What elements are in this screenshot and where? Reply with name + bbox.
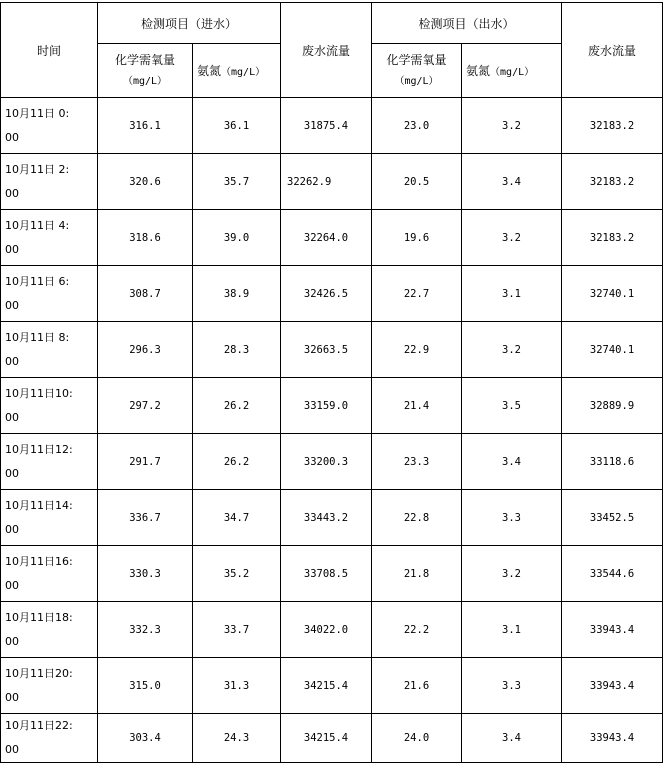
time-minute: 00 — [5, 130, 19, 144]
time-date: 10月11日10: — [5, 386, 73, 400]
cod-in-cell: 303.4 — [98, 714, 193, 763]
table-row — [1, 602, 663, 658]
flow-in-cell: 32264.0 — [281, 210, 372, 266]
time-cell — [1, 154, 98, 210]
cod-in-cell: 336.7 — [98, 490, 193, 546]
cod-in-cell: 296.3 — [98, 322, 193, 378]
cod-in-cell: 315.0 — [98, 658, 193, 714]
time-minute: 00 — [5, 522, 19, 536]
ammonia-in-cell: 34.7 — [193, 490, 281, 546]
outflow-ammonia-unit: （mg/L） — [490, 67, 535, 78]
flow-out-cell: 32740.1 — [562, 322, 663, 378]
time-minute: 00 — [5, 690, 19, 704]
table-row — [1, 434, 663, 490]
cod-out-cell: 21.6 — [372, 658, 462, 714]
time-date: 10月11日16: — [5, 554, 73, 568]
time-cell — [1, 210, 98, 266]
inflow-flow-header: 废水流量 — [281, 3, 372, 98]
table-row — [1, 546, 663, 602]
time-cell — [1, 546, 98, 602]
time-cell — [1, 658, 98, 714]
outflow-cod-header — [372, 44, 462, 98]
cod-out-cell: 22.9 — [372, 322, 462, 378]
time-cell — [1, 434, 98, 490]
flow-out-cell: 33943.4 — [562, 714, 663, 763]
time-cell — [1, 714, 98, 763]
ammonia-in-cell: 39.0 — [193, 210, 281, 266]
ammonia-out-cell: 3.4 — [462, 434, 562, 490]
flow-out-cell: 32183.2 — [562, 154, 663, 210]
flow-out-cell: 33943.4 — [562, 602, 663, 658]
flow-out-cell: 33943.4 — [562, 658, 663, 714]
time-cell — [1, 98, 98, 154]
flow-out-cell: 32889.9 — [562, 378, 663, 434]
cod-out-cell: 24.0 — [372, 714, 462, 763]
time-date: 10月11日 8: — [5, 330, 70, 344]
cod-out-cell: 23.3 — [372, 434, 462, 490]
time-date: 10月11日20: — [5, 666, 73, 680]
ammonia-in-cell: 31.3 — [193, 658, 281, 714]
table-row — [1, 210, 663, 266]
flow-in-cell: 32426.5 — [281, 266, 372, 322]
time-date: 10月11日22: — [5, 719, 73, 732]
flow-out-cell: 32183.2 — [562, 98, 663, 154]
inflow-cod-unit: （mg/L） — [122, 75, 168, 87]
outflow-ammonia-header — [462, 44, 562, 98]
flow-out-cell: 33544.6 — [562, 546, 663, 602]
time-cell — [1, 602, 98, 658]
inflow-ammonia-header — [193, 44, 281, 98]
inflow-cod-header — [98, 44, 193, 98]
outflow-cod-label: 化学需氧量 — [386, 52, 447, 67]
flow-in-cell: 34022.0 — [281, 602, 372, 658]
flow-in-cell: 33159.0 — [281, 378, 372, 434]
flow-in-cell: 31875.4 — [281, 98, 372, 154]
cod-in-cell: 332.3 — [98, 602, 193, 658]
time-minute: 00 — [5, 578, 19, 592]
cod-out-cell: 22.7 — [372, 266, 462, 322]
time-minute: 00 — [5, 186, 19, 200]
ammonia-in-cell: 26.2 — [193, 378, 281, 434]
time-date: 10月11日18: — [5, 610, 73, 624]
time-minute: 00 — [5, 242, 19, 256]
time-date: 10月11日12: — [5, 442, 73, 456]
ammonia-out-cell: 3.2 — [462, 322, 562, 378]
time-date: 10月11日 6: — [5, 274, 70, 288]
time-cell — [1, 266, 98, 322]
flow-out-cell: 32183.2 — [562, 210, 663, 266]
flow-out-cell: 32740.1 — [562, 266, 663, 322]
time-cell — [1, 322, 98, 378]
ammonia-in-cell: 35.7 — [193, 154, 281, 210]
ammonia-out-cell: 3.2 — [462, 210, 562, 266]
cod-in-cell: 308.7 — [98, 266, 193, 322]
table-row — [1, 98, 663, 154]
ammonia-in-cell: 38.9 — [193, 266, 281, 322]
time-minute: 00 — [5, 354, 19, 368]
flow-in-cell: 33443.2 — [281, 490, 372, 546]
outflow-ammonia-label: 氨氮 — [466, 64, 491, 78]
time-minute: 00 — [5, 298, 19, 312]
table-row — [1, 714, 663, 763]
table-row — [1, 154, 663, 210]
flow-in-cell: 34215.4 — [281, 658, 372, 714]
inflow-cod-label: 化学需氧量 — [114, 52, 175, 67]
time-date: 10月11日14: — [5, 498, 73, 512]
flow-out-cell: 33118.6 — [562, 434, 663, 490]
cod-out-cell: 21.4 — [372, 378, 462, 434]
table-row — [1, 266, 663, 322]
inflow-group-header: 检测项目（进水） — [98, 3, 281, 44]
time-date: 10月11日 0: — [5, 106, 70, 120]
time-date: 10月11日 2: — [5, 162, 70, 176]
outflow-group-header: 检测项目（出水） — [372, 3, 562, 44]
cod-in-cell: 330.3 — [98, 546, 193, 602]
table-row — [1, 658, 663, 714]
ammonia-in-cell: 24.3 — [193, 714, 281, 763]
time-header: 时间 — [1, 3, 98, 98]
header-row-groups — [1, 3, 663, 44]
ammonia-out-cell: 3.2 — [462, 546, 562, 602]
table-row — [1, 490, 663, 546]
time-minute: 00 — [5, 634, 19, 648]
ammonia-out-cell: 3.1 — [462, 266, 562, 322]
cod-in-cell: 291.7 — [98, 434, 193, 490]
cod-out-cell: 22.2 — [372, 602, 462, 658]
cod-in-cell: 320.6 — [98, 154, 193, 210]
cod-out-cell: 22.8 — [372, 490, 462, 546]
ammonia-out-cell: 3.3 — [462, 658, 562, 714]
time-minute: 00 — [5, 466, 19, 480]
time-minute: 00 — [5, 410, 19, 424]
table-row — [1, 322, 663, 378]
flow-out-cell: 33452.5 — [562, 490, 663, 546]
ammonia-out-cell: 3.1 — [462, 602, 562, 658]
flow-in-cell: 34215.4 — [281, 714, 372, 763]
time-cell — [1, 378, 98, 434]
flow-in-cell: 32663.5 — [281, 322, 372, 378]
ammonia-in-cell: 36.1 — [193, 98, 281, 154]
monitoring-table — [0, 2, 663, 763]
cod-in-cell: 297.2 — [98, 378, 193, 434]
ammonia-in-cell: 35.2 — [193, 546, 281, 602]
table-row — [1, 378, 663, 434]
cod-in-cell: 318.6 — [98, 210, 193, 266]
ammonia-in-cell: 33.7 — [193, 602, 281, 658]
inflow-ammonia-label: 氨氮 — [197, 64, 222, 78]
inflow-ammonia-unit: （mg/L） — [221, 67, 266, 78]
time-cell — [1, 490, 98, 546]
cod-out-cell: 23.0 — [372, 98, 462, 154]
flow-in-cell: 33200.3 — [281, 434, 372, 490]
ammonia-out-cell: 3.5 — [462, 378, 562, 434]
cod-out-cell: 19.6 — [372, 210, 462, 266]
ammonia-in-cell: 26.2 — [193, 434, 281, 490]
time-minute: 00 — [5, 743, 19, 756]
flow-in-cell: 33708.5 — [281, 546, 372, 602]
ammonia-out-cell: 3.4 — [462, 714, 562, 763]
cod-out-cell: 20.5 — [372, 154, 462, 210]
outflow-flow-header: 废水流量 — [562, 3, 663, 98]
ammonia-out-cell: 3.4 — [462, 154, 562, 210]
outflow-cod-unit: （mg/L） — [394, 75, 439, 87]
flow-in-cell: 32262.9 — [281, 154, 372, 210]
ammonia-in-cell: 28.3 — [193, 322, 281, 378]
ammonia-out-cell: 3.3 — [462, 490, 562, 546]
time-date: 10月11日 4: — [5, 218, 70, 232]
ammonia-out-cell: 3.2 — [462, 98, 562, 154]
cod-in-cell: 316.1 — [98, 98, 193, 154]
cod-out-cell: 21.8 — [372, 546, 462, 602]
